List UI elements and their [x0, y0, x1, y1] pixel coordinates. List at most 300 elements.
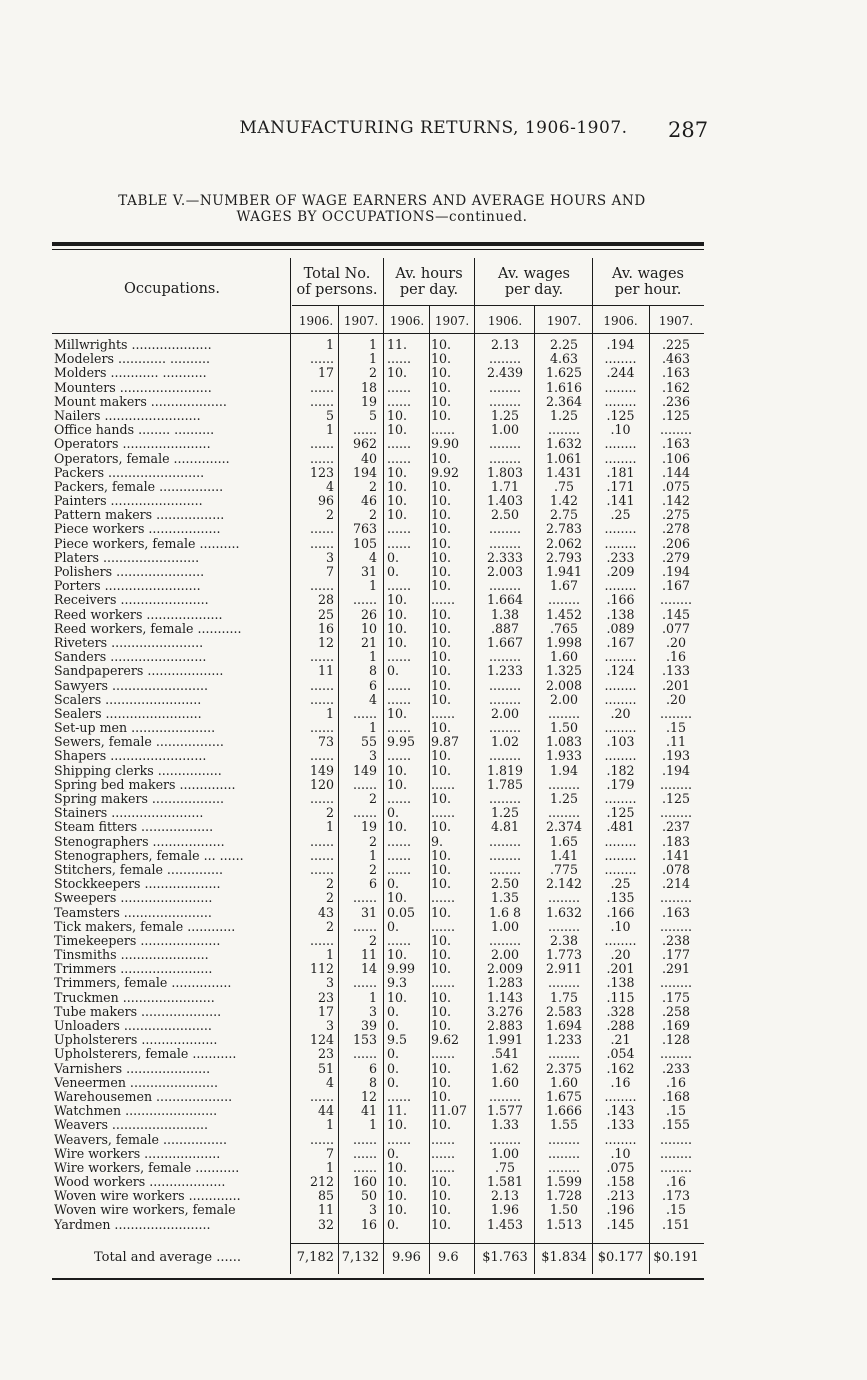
value-cell-hr06: 10. [387, 422, 408, 438]
table-row [0, 1019, 867, 1033]
header-total-line1: Total No. [303, 266, 371, 282]
value-cell-wh06: .201 [606, 961, 635, 977]
value-cell-wd06: 1.664 [486, 592, 524, 608]
year-whour-1907: 1907. [658, 314, 694, 328]
header-total-persons [292, 266, 382, 298]
value-cell-wd07: 1.50 [549, 1202, 579, 1218]
table-row [0, 906, 867, 920]
value-cell-wd06: 1.403 [486, 493, 524, 509]
value-cell-wd06: 1.785 [486, 776, 524, 792]
value-cell-wh06: .158 [606, 1174, 635, 1190]
value-cell-wd07: 1.94 [549, 762, 579, 778]
value-cell-hr07: 9.62 [431, 1032, 460, 1048]
value-cell-tp07: ...... [352, 805, 377, 821]
value-cell-wd06: ........ [488, 748, 522, 764]
value-cell-wd07: 1.25 [549, 791, 579, 806]
value-cell-hr07: 10. [431, 748, 452, 764]
occupation-cell: Mount makers ................... [54, 394, 227, 409]
value-cell-wd07: ........ [547, 705, 581, 721]
value-cell-wd07: 1.233 [545, 1032, 583, 1048]
value-cell-tp06: 5 [325, 407, 334, 423]
value-cell-wh06: ........ [604, 677, 637, 693]
value-cell-wd06: 2.13 [490, 1188, 520, 1204]
value-cell-wh07: .162 [661, 379, 691, 395]
value-cell-hr06: 10. [387, 705, 408, 721]
value-cell-wd06: ........ [488, 1131, 522, 1147]
value-cell-hr06: 10. [387, 620, 408, 636]
total-whour-1906: $0.177 [597, 1250, 644, 1265]
value-cell-hr07: 10. [431, 379, 452, 395]
occupation-cell: Tinsmiths ...................... [54, 948, 209, 963]
value-cell-wd06: ........ [488, 521, 522, 537]
occupation-cell: Sawyers ........................ [54, 678, 209, 693]
value-cell-wd07: 1.325 [545, 663, 583, 679]
value-cell-wd06: 1.00 [490, 918, 520, 934]
value-cell-hr07: 10. [431, 1088, 452, 1104]
total-top-rule [290, 1243, 704, 1244]
value-cell-hr06: 10. [387, 407, 408, 423]
value-cell-wh07: .463 [661, 351, 691, 367]
value-cell-tp07: 8 [368, 663, 377, 679]
occupation-cell: Unloaders ...................... [54, 1019, 212, 1033]
table-row [0, 494, 867, 508]
value-cell-wd07: ........ [547, 918, 581, 934]
value-cell-tp07: 160 [352, 1174, 377, 1190]
value-cell-hr07: 10. [431, 947, 452, 963]
value-cell-wh06: ........ [604, 691, 637, 707]
value-cell-wh07: .163 [661, 365, 691, 381]
value-cell-hr07: 10. [431, 1060, 452, 1076]
value-cell-hr06: 0. [387, 663, 400, 679]
value-cell-hr06: ...... [387, 791, 412, 806]
table-row [0, 1203, 867, 1217]
value-cell-tp07: 46 [360, 493, 377, 509]
occupation-cell: Reed workers ................... [54, 607, 223, 622]
value-cell-hr06: ...... [387, 720, 412, 736]
value-cell-wh07: ........ [659, 1046, 693, 1062]
value-cell-tp07: 2 [368, 365, 377, 381]
value-cell-tp06: 1 [325, 947, 334, 963]
value-cell-wd06: ........ [488, 791, 522, 806]
table-row [0, 1218, 867, 1232]
value-cell-wh07: .275 [661, 507, 691, 523]
value-cell-wh07: .20 [665, 691, 687, 707]
value-cell-tp06: 2 [325, 805, 334, 821]
value-cell-hr07: 10. [431, 450, 452, 466]
value-cell-tp06: ...... [309, 847, 334, 863]
value-cell-hr07: 10. [431, 847, 452, 863]
value-cell-hr06: ...... [387, 833, 412, 849]
value-cell-hr07: ...... [431, 975, 456, 991]
occupation-cell: Modelers ............ .......... [54, 352, 211, 367]
value-cell-tp07: 6 [368, 677, 377, 693]
value-cell-wd07: ........ [547, 422, 581, 438]
value-cell-tp07: ...... [352, 918, 377, 934]
occupation-cell: Trimmers, female ............... [54, 976, 232, 991]
total-hours-1906: 9.96 [392, 1250, 421, 1265]
value-cell-wd07: ........ [547, 975, 581, 991]
value-cell-hr07: ...... [431, 1131, 456, 1147]
value-cell-tp07: 14 [360, 961, 377, 977]
value-cell-wd06: 1.00 [490, 1145, 520, 1161]
value-cell-hr07: ...... [431, 422, 456, 438]
total-hours-1907: 9.6 [438, 1250, 459, 1265]
value-cell-hr06: 9.95 [387, 734, 416, 750]
value-cell-wh06: .171 [606, 478, 635, 494]
value-cell-wh06: ........ [604, 393, 637, 409]
value-cell-wh07: .163 [661, 904, 691, 920]
value-cell-wd06: 1.803 [486, 464, 524, 480]
occupation-cell: Teamsters ...................... [54, 905, 212, 920]
header-bottom-rule [52, 333, 704, 334]
value-cell-wd06: 1.581 [486, 1174, 524, 1190]
value-cell-wh06: .179 [606, 776, 635, 792]
table-row [0, 934, 867, 948]
value-cell-wh07: .141 [661, 847, 691, 863]
value-cell-wd06: ........ [488, 351, 522, 367]
value-cell-hr06: ...... [387, 748, 412, 764]
value-cell-wd06: 1.25 [490, 407, 520, 423]
value-cell-hr07: 10. [431, 663, 452, 679]
value-cell-wh07: ........ [659, 890, 693, 906]
value-cell-wd06: ........ [488, 932, 522, 948]
value-cell-hr06: 0. [387, 1060, 400, 1076]
value-cell-hr06: 10. [387, 947, 408, 963]
value-cell-wd07: 2.062 [545, 535, 583, 551]
value-cell-hr07: 10. [431, 337, 452, 352]
value-cell-wh07: .238 [661, 932, 691, 948]
value-cell-wh06: ........ [604, 1131, 637, 1147]
value-cell-tp07: 1 [368, 1117, 377, 1133]
value-cell-wh06: .20 [610, 705, 631, 721]
value-cell-tp06: ...... [309, 521, 334, 537]
occupation-cell: Woven wire workers ............. [54, 1189, 241, 1204]
value-cell-wd06: ........ [488, 578, 522, 594]
value-cell-wh07: ........ [659, 1159, 693, 1175]
value-cell-hr06: ...... [387, 436, 412, 452]
value-cell-tp06: ...... [309, 450, 334, 466]
value-cell-tp06: 1 [325, 1159, 334, 1175]
value-cell-hr06: 10. [387, 592, 408, 608]
total-persons-1907: 7,132 [341, 1250, 379, 1265]
value-cell-wd07: 1.616 [545, 379, 583, 395]
value-cell-tp06: 120 [309, 776, 334, 792]
header-occupations: Occupations. [124, 281, 220, 297]
occupation-cell: Set-up men ..................... [54, 721, 216, 736]
value-cell-hr06: 10. [387, 762, 408, 778]
occupation-cell: Reed workers, female ........... [54, 621, 242, 636]
value-cell-tp06: ...... [309, 1088, 334, 1104]
occupation-cell: Millwrights .................... [54, 338, 212, 352]
value-cell-hr07: ...... [431, 1145, 456, 1161]
value-cell-wd07: 2.783 [545, 521, 583, 537]
table-row [0, 877, 867, 891]
value-cell-wd06: 2.009 [486, 961, 524, 977]
value-cell-hr06: 10. [387, 1159, 408, 1175]
value-cell-hr06: 11. [387, 337, 408, 352]
value-cell-wh07: .291 [661, 961, 691, 977]
value-cell-hr07: 10. [431, 691, 452, 707]
value-cell-hr06: ...... [387, 379, 412, 395]
value-cell-hr07: 10. [431, 578, 452, 594]
value-cell-tp07: ...... [352, 1159, 377, 1175]
occupation-cell: Steam fitters .................. [54, 820, 214, 835]
value-cell-hr07: 10. [431, 478, 452, 494]
value-cell-hr07: 10. [431, 1074, 452, 1090]
value-cell-wd07: ........ [547, 592, 581, 608]
value-cell-wd06: 2.13 [490, 337, 520, 352]
value-cell-wh06: .196 [606, 1202, 635, 1218]
value-cell-hr06: 0. [387, 1216, 400, 1232]
value-cell-tp07: ...... [352, 776, 377, 792]
table-row [0, 1062, 867, 1076]
value-cell-wd06: ........ [488, 436, 522, 452]
value-cell-tp07: ...... [352, 705, 377, 721]
value-cell-tp06: 3 [325, 1018, 334, 1033]
value-cell-tp07: 4 [368, 691, 377, 707]
value-cell-tp06: ...... [309, 578, 334, 594]
value-cell-tp06: 7 [325, 1145, 334, 1161]
value-cell-tp06: ...... [309, 535, 334, 551]
value-cell-hr07: 10. [431, 904, 452, 920]
value-cell-hr07: 9. [431, 833, 444, 849]
table-row [0, 835, 867, 849]
value-cell-tp07: 6 [368, 1060, 377, 1076]
occupation-cell: Spring bed makers .............. [54, 777, 236, 792]
table-row [0, 863, 867, 877]
value-cell-wd06: .541 [490, 1046, 520, 1062]
value-cell-wh06: .138 [606, 606, 635, 622]
value-cell-tp07: 40 [360, 450, 377, 466]
table-row [0, 749, 867, 763]
value-cell-tp07: 1 [368, 337, 377, 352]
value-cell-tp07: 1 [368, 578, 377, 594]
value-cell-wh06: ........ [604, 833, 637, 849]
value-cell-wd07: 2.374 [545, 819, 583, 835]
value-cell-wh07: .128 [661, 1032, 691, 1048]
value-cell-wh06: .182 [606, 762, 635, 778]
value-cell-hr07: 10. [431, 549, 452, 565]
value-cell-wd07: 2.00 [549, 691, 579, 707]
table-row [0, 920, 867, 934]
value-cell-tp06: ...... [309, 720, 334, 736]
value-cell-wd06: ........ [488, 393, 522, 409]
table-row [0, 962, 867, 976]
value-cell-tp06: 17 [317, 365, 334, 381]
occupation-cell: Weavers, female ................ [54, 1132, 228, 1147]
value-cell-wh07: .106 [661, 450, 691, 466]
value-cell-wh07: .169 [661, 1018, 691, 1033]
occupation-cell: Yardmen ........................ [54, 1217, 211, 1232]
occupation-cell: Pattern makers ................. [54, 508, 225, 523]
value-cell-wh06: ........ [604, 450, 637, 466]
value-cell-hr07: 10. [431, 351, 452, 367]
value-cell-hr06: ...... [387, 691, 412, 707]
value-cell-wh06: .10 [610, 422, 631, 438]
value-cell-wh06: .143 [606, 1103, 635, 1119]
value-cell-wd07: 1.773 [545, 947, 583, 963]
year-whour-1906: 1906. [603, 314, 638, 328]
value-cell-hr07: ...... [431, 1046, 456, 1062]
value-cell-hr07: 10. [431, 677, 452, 693]
value-cell-hr06: 10. [387, 1174, 408, 1190]
value-cell-hr06: ...... [387, 578, 412, 594]
running-header: MANUFACTURING RETURNS, 1906-1907. [239, 118, 628, 138]
header-hours-line1: Av. hours [395, 266, 463, 282]
year-wday-1906: 1906. [487, 314, 523, 328]
top-rule-thin [52, 249, 704, 250]
value-cell-wd07: 1.941 [545, 564, 583, 579]
value-cell-wd06: 1.71 [490, 478, 520, 494]
value-cell-wh07: .167 [661, 578, 691, 594]
value-cell-hr06: 10. [387, 634, 408, 650]
value-cell-wh06: .213 [606, 1188, 635, 1204]
value-cell-wh07: ........ [659, 918, 693, 934]
value-cell-tp06: 73 [317, 734, 334, 750]
value-cell-hr07: 11.07 [431, 1103, 468, 1119]
value-cell-wd07: 2.364 [545, 393, 583, 409]
value-cell-tp07: 2 [368, 791, 377, 806]
value-cell-wh07: .175 [661, 989, 691, 1005]
table-row [0, 1104, 867, 1118]
value-cell-wd06: 1.96 [490, 1202, 520, 1218]
value-cell-tp07: 4 [368, 549, 377, 565]
table-row [0, 948, 867, 962]
value-cell-wh06: .209 [606, 564, 635, 579]
value-cell-tp06: 4 [325, 478, 334, 494]
value-cell-wd07: 1.431 [545, 464, 583, 480]
value-cell-hr07: ...... [431, 918, 456, 934]
value-cell-wd07: 1.599 [545, 1174, 583, 1190]
value-cell-tp07: ...... [352, 1131, 377, 1147]
value-cell-hr07: 10. [431, 1202, 452, 1218]
value-cell-wd06: ........ [488, 691, 522, 707]
table-row [0, 664, 867, 678]
occupation-cell: Sewers, female ................. [54, 735, 224, 750]
value-cell-hr07: 10. [431, 932, 452, 948]
table-row [0, 1189, 867, 1203]
value-cell-wh06: .145 [606, 1216, 635, 1232]
value-cell-wh06: ........ [604, 379, 637, 395]
value-cell-wd06: 2.00 [490, 705, 520, 721]
value-cell-wd06: ........ [488, 847, 522, 863]
value-cell-tp06: ...... [309, 393, 334, 409]
value-cell-hr06: 0. [387, 564, 400, 579]
value-cell-wh07: .16 [665, 1074, 687, 1090]
table-row [0, 381, 867, 395]
table-row [0, 679, 867, 693]
value-cell-hr07: 10. [431, 1018, 452, 1033]
caption-line-1: TABLE V.—NUMBER OF WAGE EARNERS AND AVERAGE HOURS AND [118, 193, 646, 209]
value-cell-tp06: ...... [309, 861, 334, 877]
value-cell-wh06: ........ [604, 791, 637, 806]
value-cell-wh06: ........ [604, 351, 637, 367]
value-cell-wd06: 2.003 [486, 564, 524, 579]
value-cell-wh07: .155 [661, 1117, 691, 1133]
value-cell-tp07: 3 [368, 748, 377, 764]
table-row [0, 480, 867, 494]
top-rule-thick [52, 242, 704, 246]
year-total-1907: 1907. [343, 314, 379, 328]
value-cell-tp07: 41 [360, 1103, 377, 1119]
table-row [0, 352, 867, 366]
value-cell-hr07: 10. [431, 1216, 452, 1232]
value-cell-tp07: 1 [368, 351, 377, 367]
value-cell-wh06: .233 [606, 549, 635, 565]
value-cell-wd07: 2.911 [545, 961, 583, 977]
occupation-cell: Warehousemen ................... [54, 1089, 233, 1104]
year-hours-1907: 1907. [434, 314, 470, 328]
occupation-cell: Veneermen ...................... [54, 1075, 219, 1090]
value-cell-hr07: 10. [431, 876, 452, 892]
value-cell-wh07: .278 [661, 521, 691, 537]
value-cell-tp06: ...... [309, 932, 334, 948]
value-cell-hr06: 0. [387, 1046, 400, 1062]
value-cell-wh07: .233 [661, 1060, 691, 1076]
table-row [0, 1005, 867, 1019]
value-cell-wd06: 1.35 [490, 890, 520, 906]
value-cell-tp07: 1 [368, 649, 377, 665]
value-cell-wh07: .206 [661, 535, 691, 551]
value-cell-wd06: ........ [488, 833, 522, 849]
value-cell-tp07: 55 [360, 734, 377, 750]
table-row [0, 395, 867, 409]
value-cell-tp07: 1 [368, 847, 377, 863]
value-cell-hr07: 10. [431, 634, 452, 650]
value-cell-wd06: .887 [490, 620, 520, 636]
occupation-cell: Woven wire workers, female [54, 1203, 236, 1218]
value-cell-tp07: 12 [360, 1088, 377, 1104]
value-cell-wh06: .10 [610, 1145, 631, 1161]
value-cell-wh07: .151 [661, 1216, 691, 1232]
value-cell-wd06: ........ [488, 861, 522, 877]
value-cell-tp06: 2 [325, 918, 334, 934]
table-row [0, 778, 867, 792]
value-cell-wd06: 1.283 [486, 975, 524, 991]
value-cell-tp07: 19 [360, 393, 377, 409]
value-cell-tp06: ...... [309, 436, 334, 452]
value-cell-tp06: 11 [317, 663, 334, 679]
occupation-cell: Polishers ...................... [54, 565, 205, 579]
value-cell-tp07: 2 [368, 932, 377, 948]
value-cell-wd07: 1.60 [549, 649, 579, 665]
value-cell-wh07: .163 [661, 436, 691, 452]
value-cell-wh06: .194 [606, 337, 635, 352]
value-cell-wh07: .173 [661, 1188, 691, 1204]
value-cell-hr07: 10. [431, 521, 452, 537]
table-row [0, 551, 867, 565]
occupation-cell: Truckmen ....................... [54, 990, 215, 1005]
value-cell-tp07: ...... [352, 1046, 377, 1062]
value-cell-wh07: ........ [659, 1131, 693, 1147]
value-cell-wh07: ........ [659, 776, 693, 792]
value-cell-wh06: .125 [606, 805, 635, 821]
table-row [0, 735, 867, 749]
value-cell-hr07: 9.92 [431, 464, 460, 480]
occupation-cell: Operators ...................... [54, 437, 211, 452]
value-cell-wh07: .177 [661, 947, 691, 963]
value-cell-wd06: 1.00 [490, 422, 520, 438]
occupation-cell: Stainers ....................... [54, 806, 204, 821]
value-cell-tp06: ...... [309, 748, 334, 764]
value-cell-hr07: 10. [431, 989, 452, 1005]
header-total-line2: of persons. [296, 282, 378, 298]
table-row [0, 1147, 867, 1161]
value-cell-wd06: 1.233 [486, 663, 524, 679]
value-cell-hr06: ...... [387, 393, 412, 409]
value-cell-wh07: .237 [661, 819, 691, 835]
total-wday-1906: $1.763 [482, 1250, 528, 1265]
